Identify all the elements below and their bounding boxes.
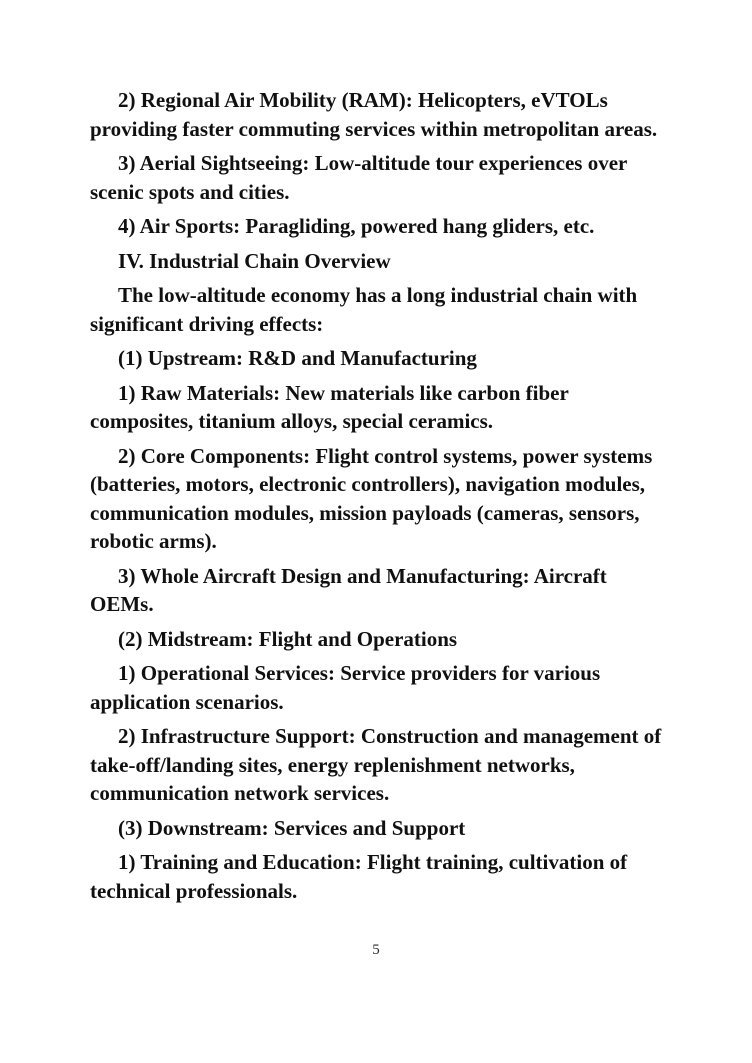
heading-industrial-chain-overview: IV. Industrial Chain Overview bbox=[118, 248, 391, 273]
paragraph-raw-materials: 1) Raw Materials: New materials like carbon fiber composites, titanium alloys, special ceramics. bbox=[90, 380, 569, 433]
paragraph-regional-air-mobility: 2) Regional Air Mobility (RAM): Helicopters, eVTOLs providing faster commuting services within metropolitan areas. bbox=[90, 88, 658, 141]
paragraph-operational-services: 1) Operational Services: Service providers for various application scenarios. bbox=[90, 661, 601, 714]
document-body bbox=[90, 86, 670, 911]
heading-upstream: (1) Upstream: R&D and Manufacturing bbox=[118, 346, 477, 370]
paragraph-aerial-sightseeing: 3) Aerial Sightseeing: Low-altitude tour experiences over scenic spots and cities. bbox=[90, 151, 627, 204]
paragraph-infrastructure-support: 2) Infrastructure Support: Construction and management of take-off/landing sites, energy replenishment networks, communication network services. bbox=[90, 724, 662, 805]
heading-downstream: (3) Downstream: Services and Support bbox=[118, 815, 466, 840]
paragraph-air-sports: 4) Air Sports: Paragliding, powered hang gliders, etc. bbox=[118, 214, 595, 238]
heading-midstream: (2) Midstream: Flight and Operations bbox=[118, 626, 458, 651]
page-number: 5 bbox=[372, 942, 380, 958]
paragraph-core-components: 2) Core Components: Flight control systems, power systems (batteries, motors, electronic controllers), navigation modules, communication modules, mission payloads (cameras, sensors, robotic arms). bbox=[90, 443, 653, 553]
paragraph-whole-aircraft-design: 3) Whole Aircraft Design and Manufacturing: Aircraft OEMs. bbox=[90, 563, 607, 616]
paragraph-industrial-chain-intro: The low-altitude economy has a long industrial chain with significant driving effects: bbox=[90, 283, 638, 336]
paragraph-training-education: 1) Training and Education: Flight training, cultivation of technical professionals. bbox=[90, 850, 628, 903]
